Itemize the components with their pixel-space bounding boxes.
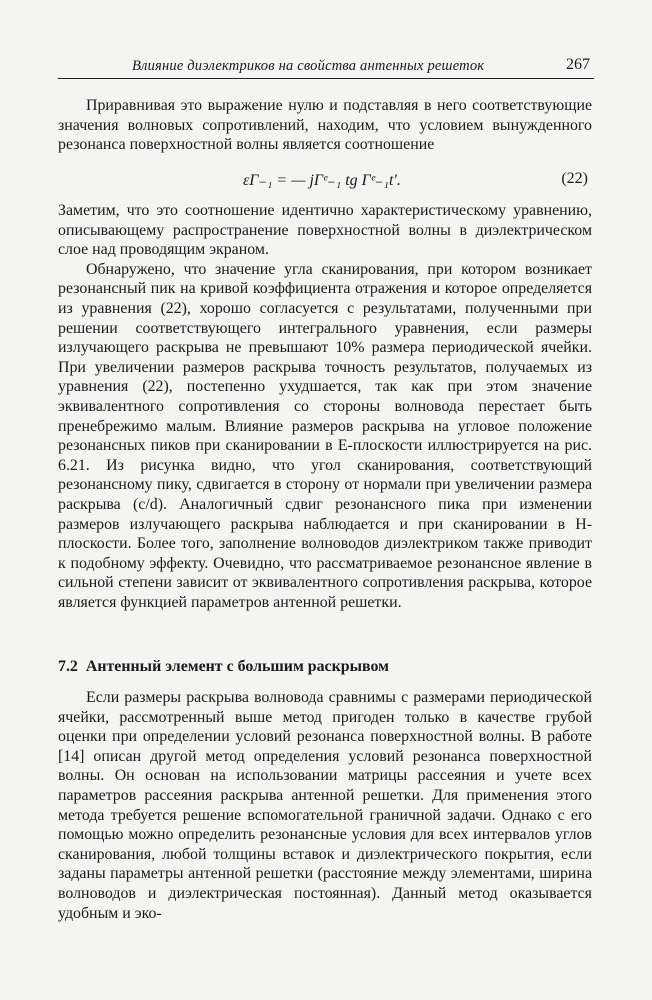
body-paragraph-3: Обнаружено, что значение угла сканирования, при котором возникает резонансный пик на кривой коэффициента отражения и которое определяется из уравнения (22), хорошо согласуется с результатами, полученными при решении соответствующего интегрального уравнения, если размеры излучающего раскрыва не превышают 10% размера периодической ячейки. При увеличении размеров раскрыва точность результатов, получаемых из уравнения (22), постепенно ухудшается, так как при этом значение эквивалентного сопротивления со стороны волновода перестает быть пренебрежимо малым. Влияние размеров раскрыва на угловое положение резонансных пиков при сканировании в E-плоскости иллюстрируется на рис. 6.21. Из рисунка видно, что угол сканирования, соответствующий резонансному пику, сдвигается в сторону от нормали при увеличении размера раскрыва (c/d). Аналогичный сдвиг резонансного пика при изменении размеров излучающего раскрыва наблюдается и при сканировании в H-плоскости. Более того, заполнение волноводов диэлектриком также приводит к подобному эффекту. Очевидно, что рассматриваемое резонансное явление в сильной степени зависит от эквивалентного сопротивления раскрыва, которое является функцией параметров антенной решетки. xyxy=(58,260,592,611)
body-paragraphs xyxy=(58,201,592,612)
body-paragraph-1 xyxy=(58,96,592,155)
page-header xyxy=(58,54,594,79)
equation-22 xyxy=(58,170,592,192)
section-title: Антенный элемент с большим раскрывом xyxy=(85,658,389,675)
equation-body: εΓ₋₁ = — jΓᵉ₋₁ tg Γᵉ₋₁t′. xyxy=(243,172,401,189)
section-number: 7.2 xyxy=(58,658,78,675)
section-heading xyxy=(58,658,389,676)
paragraph-text: Приравнивая это выражение нулю и подставляя в него соответствующие значения волновых сопротивлений, находим, что условием вынужденного резонанса поверхностной волны является соотношение xyxy=(58,97,592,154)
equation-number: (22) xyxy=(561,170,588,187)
section-body xyxy=(58,688,592,923)
page-number: 267 xyxy=(566,56,590,73)
body-paragraph-2: Заметим, что это соотношение идентично характеристическому уравнению, описывающему распространение поверхностной волны в диэлектрическом слое над проводящим экраном. xyxy=(58,202,592,259)
running-head: Влияние диэлектриков на свойства антенных решеток xyxy=(132,58,485,74)
section-paragraph-1: Если размеры раскрыва волновода сравнимы с размерами периодической ячейки, рассмотренный выше метод пригоден только в качестве грубой оценки при определении условий резонанса поверхностной волны. В работе [14] описан другой метод определения условий резонанса поверхностной волны. Он основан на использовании матрицы рассеяния и учете всех параметров рассеяния раскрыва антенной решетки. Для применения этого метода требуется решение вспомогательной граничной задачи. Однако с его помощью можно определить резонансные условия для всех интервалов углов сканирования, любой толщины вставок и диэлектрического покрытия, если заданы параметры антенной решетки (расстояние между элементами, ширина волноводов и диэлектрическая постоянная). Данный метод оказывается удобным и эко- xyxy=(58,689,592,922)
